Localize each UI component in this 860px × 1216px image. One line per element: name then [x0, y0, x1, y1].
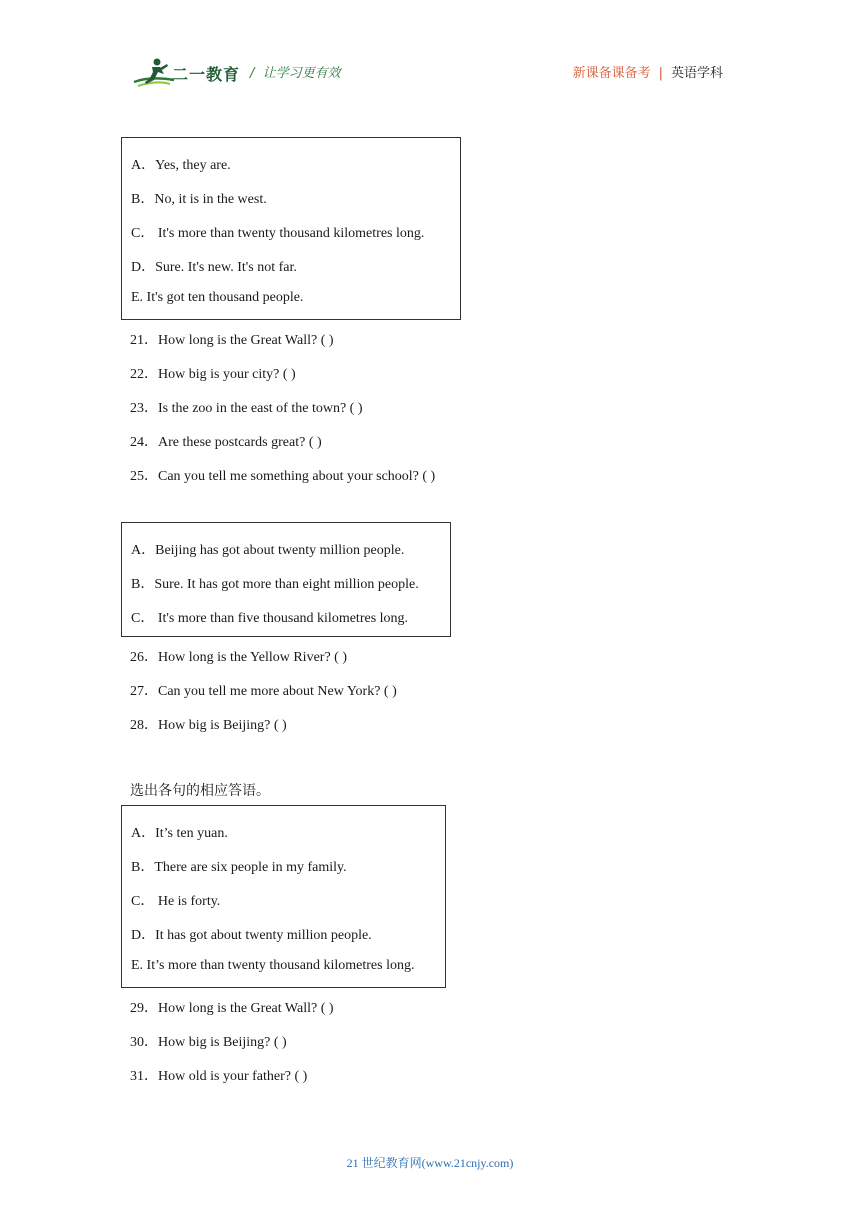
page-footer: 21 世纪教育网(www.21cnjy.com)	[346, 1156, 514, 1170]
question-item: 29．How long is the Great Wall? ( )	[130, 1001, 334, 1016]
options-box-2	[121, 522, 451, 637]
option-item: A．It’s ten yuan.	[131, 826, 228, 841]
page-header	[0, 0, 860, 100]
header-subject	[573, 62, 723, 81]
question-item: 28．How big is Beijing? ( )	[130, 718, 287, 733]
option-item: A．Yes, they are.	[131, 158, 231, 173]
option-item: C． It's more than five thousand kilometres long.	[131, 611, 409, 626]
option-item: B．No, it is in the west.	[131, 192, 267, 207]
slogan	[250, 62, 341, 81]
option-item: B．There are six people in my family.	[131, 860, 347, 875]
option-item: E. It’s more than twenty thousand kilometres long.	[131, 958, 415, 973]
option-item: D．It has got about twenty million people.	[131, 928, 372, 943]
question-item: 22．How big is your city? ( )	[130, 367, 296, 382]
question-item: 26．How long is the Yellow River? ( )	[130, 650, 347, 665]
option-item: E. It's got ten thousand people.	[131, 290, 304, 305]
question-item: 24．Are these postcards great? ( )	[130, 435, 322, 450]
section-instruction: 选出各句的相应答语。	[130, 783, 270, 799]
header-tagline: 新课备课备考	[572, 66, 651, 81]
question-item: 25．Can you tell me something about your school? ( )	[130, 469, 436, 484]
question-item: 23．Is the zoo in the east of the town? ( )	[130, 401, 363, 416]
header-subject-name: 英语学科	[670, 66, 723, 81]
options-box-3	[121, 805, 446, 988]
slogan-prefix: /	[250, 66, 255, 81]
header-separator: |	[658, 66, 663, 81]
option-item: D．Sure. It's new. It's not far.	[131, 260, 297, 275]
logo-text: 二一教育	[172, 65, 241, 84]
question-item: 21．How long is the Great Wall? ( )	[130, 333, 334, 348]
question-item: 31．How old is your father? ( )	[130, 1069, 308, 1084]
option-item: C． It's more than twenty thousand kilometres long.	[131, 226, 425, 241]
slogan-text: 让学习更有效	[262, 66, 341, 81]
question-item: 27．Can you tell me more about New York? ( )	[130, 684, 397, 699]
option-item: B．Sure. It has got more than eight million people.	[131, 577, 419, 592]
options-box-1	[121, 137, 461, 320]
option-item: C． He is forty.	[131, 894, 221, 909]
question-item: 30．How big is Beijing? ( )	[130, 1035, 287, 1050]
option-item: A．Beijing has got about twenty million people.	[131, 543, 405, 558]
